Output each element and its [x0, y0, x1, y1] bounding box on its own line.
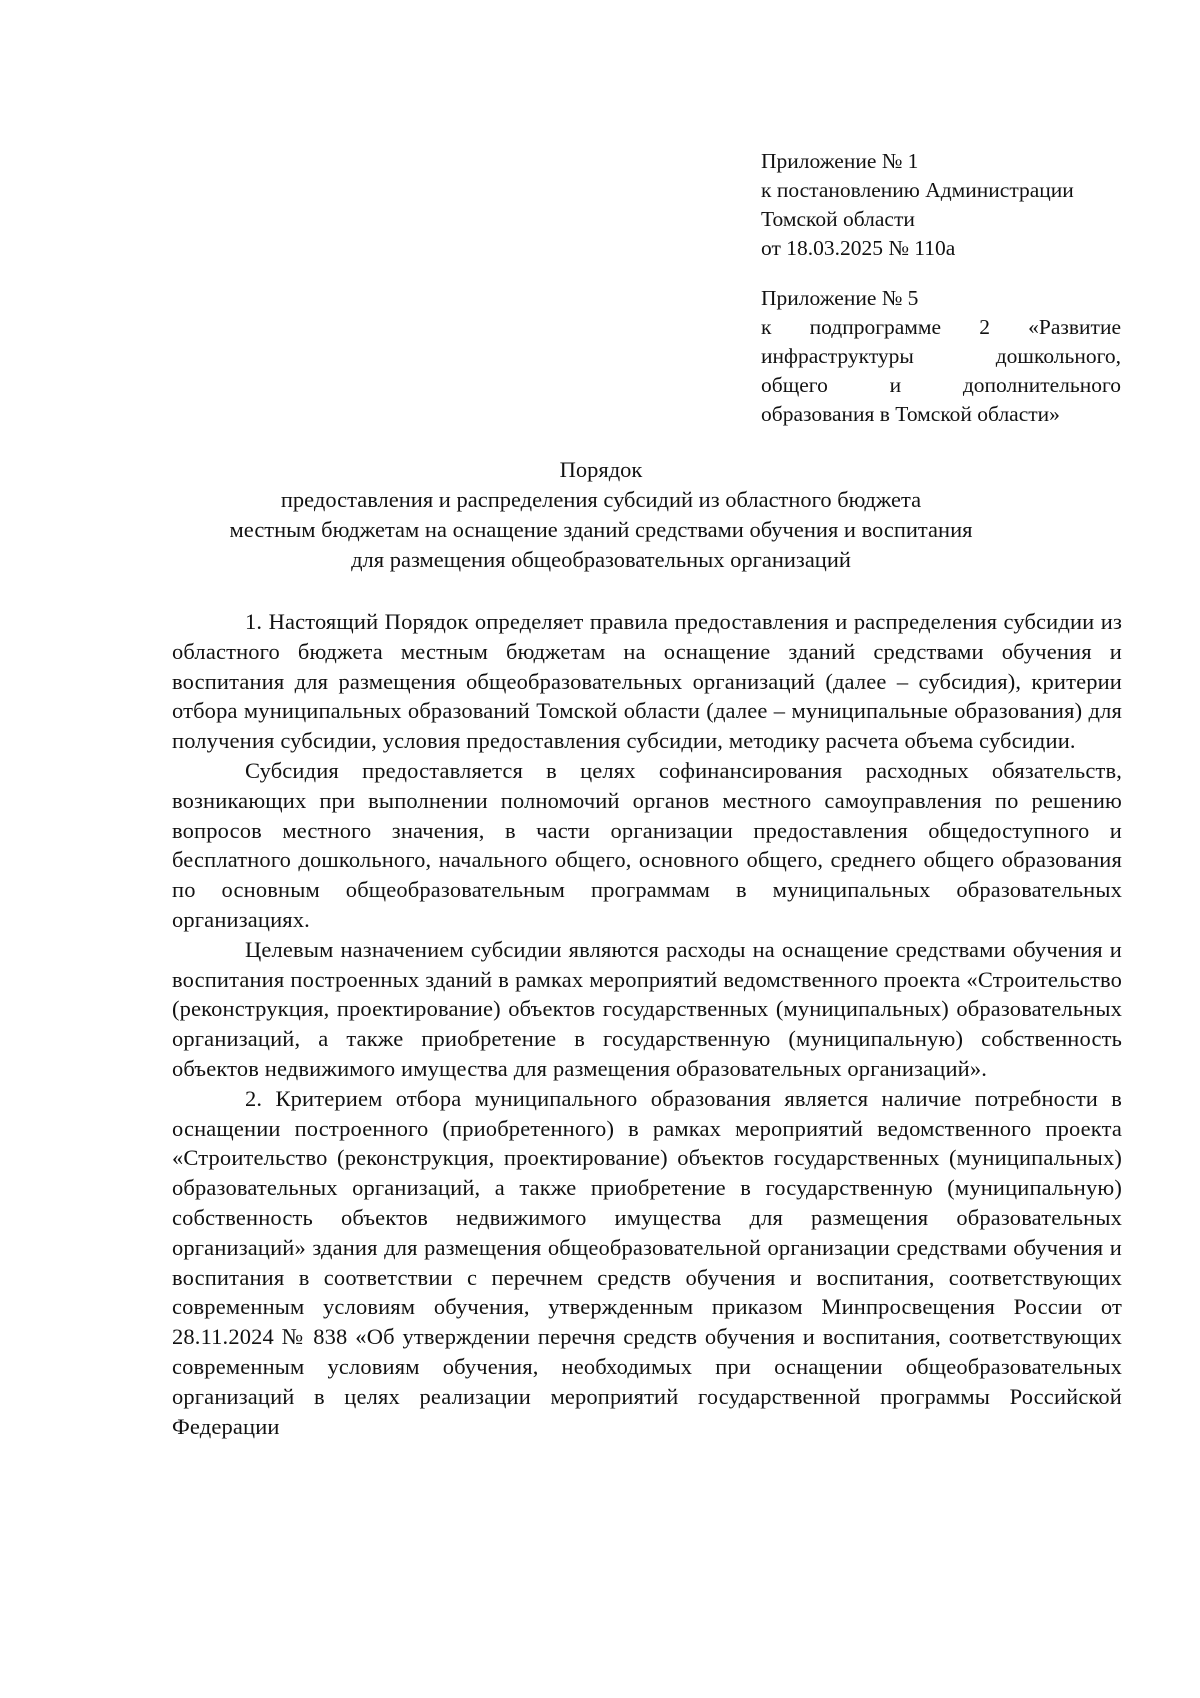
appendix-5-infrastructure: инфраструктуры дошкольного, [761, 344, 1121, 368]
title-line-4: для размещения общеобразовательных организаций [351, 547, 851, 572]
appendix-1-date-number: от 18.03.2025 № 110а [761, 236, 956, 260]
appendix-5-subprogram: к подпрограмме 2 «Развитие [761, 315, 1121, 339]
appendix-1-header [761, 147, 1121, 263]
title-line-3: местным бюджетам на оснащение зданий средствами обучения и воспитания [229, 517, 973, 542]
paragraph-3: Целевым назначением субсидии являются расходы на оснащение средствами обучения и воспитания построенных зданий в рамках мероприятий ведомственного проекта «Строительство (реконструкция, проектирование) объектов государственных (муниципальных) образовательных организаций, а также приобретение в государственную (муниципальную) собственность объектов недвижимого имущества для размещения образовательных организаций». [172, 936, 1122, 1081]
appendix-5-title: Приложение № 5 [761, 286, 919, 310]
appendix-5-education-levels: общего и дополнительного [761, 373, 1121, 397]
paragraph-1: 1. Настоящий Порядок определяет правила предоставления и распределения субсидии из областного бюджета местным бюджетам на оснащение зданий средствами обучения и воспитания для размещения общеобразовательных организаций (далее – субсидия), критерии отбора муниципальных образований Томской области (далее – муниципальные образования) для получения субсидии, условия предоставления субсидии, методику расчета объема субсидии. [172, 609, 1122, 754]
appendix-5-region: образования в Томской области» [761, 402, 1060, 426]
appendix-1-title: Приложение № 1 [761, 149, 919, 173]
document-body [172, 607, 1122, 1441]
appendix-1-region: Томской области [761, 207, 915, 231]
appendix-5-header [761, 284, 1121, 429]
paragraph-2: Субсидия предоставляется в целях софинансирования расходных обязательств, возникающих при выполнении полномочий органов местного самоуправления по решению вопросов местного значения, в части организации предоставления общедоступного и бесплатного дошкольного, начального общего, основного общего, среднего общего образования по основным общеобразовательным программам в муниципальных образовательных организациях. [172, 757, 1122, 932]
title-line-2: предоставления и распределения субсидий из областного бюджета [280, 487, 922, 512]
paragraph-4: 2. Критерием отбора муниципального образования является наличие потребности в оснащении построенного (приобретенного) в рамках мероприятий ведомственного проекта «Строительство (реконструкция, проектирование) объектов государственных (муниципальных) образовательных организаций, а также приобретение в государственную (муниципальную) собственность объектов недвижимого имущества для размещения образовательных организаций» здания для размещения общеобразовательной организации средствами обучения и воспитания в соответствии с перечнем средств обучения и воспитания, соответствующих современным условиям обучения, утвержденным приказом Минпросвещения России от 28.11.2024 № 838 «Об утверждении перечня средств обучения и воспитания, соответствующих современным условиям обучения, необходимых при оснащении общеобразовательных организаций в целях реализации мероприятий государственной программы Российской Федерации [172, 1085, 1122, 1439]
appendix-1-resolution: к постановлению Администрации [761, 178, 1074, 202]
document-title [120, 455, 1082, 575]
title-heading: Порядок [559, 457, 643, 482]
